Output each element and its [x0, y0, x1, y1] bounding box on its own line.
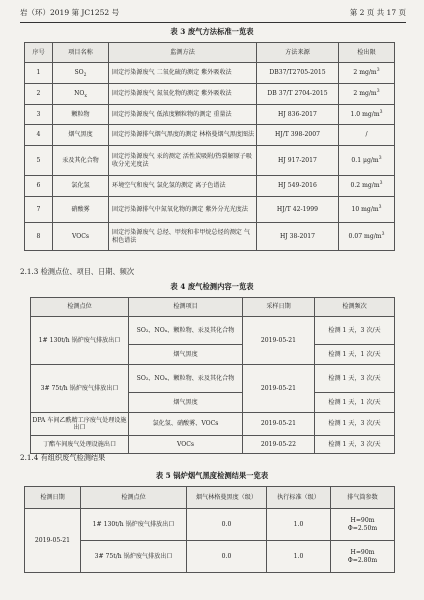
row-number: 8 [25, 223, 53, 251]
sampling-date: 2019-05-21 [243, 317, 315, 365]
item-name: $SO_2$ [53, 63, 109, 84]
table-header-row [31, 298, 395, 317]
standard-value: 1.0 [267, 509, 331, 541]
table-row [31, 436, 395, 454]
ringelmann-value: 0.0 [187, 541, 267, 573]
col-header: 监测方法 [109, 43, 257, 63]
table-row [25, 223, 395, 251]
detection-limit: 2 $mg/m^3$ [339, 84, 395, 105]
col-header: 项目名称 [53, 43, 109, 63]
section-heading-2-1-3: 2.1.3 检测点位、项目、日期、频次 [20, 267, 135, 276]
monitoring-frequency: 检测 1 天，1 次/天 [315, 345, 395, 365]
row-number: 3 [25, 105, 53, 125]
monitoring-items: VOCs [129, 436, 243, 454]
method-text: 固定污染源废气 汞的测定 活性炭吸附/热裂解原子吸收分光光度法 [109, 146, 257, 176]
method-text: 固定污染源废气 氮氧化物的测定 紫外吸收法 [109, 84, 257, 105]
item-name: 烟气黑度 [53, 125, 109, 146]
table4-caption: 表 4 废气检测内容一览表 [170, 282, 254, 291]
monitoring-site: 3# 75t/h 锅炉废气排放出口 [81, 541, 187, 573]
page-header [20, 6, 406, 20]
boiler-smoke-results-table [24, 486, 395, 573]
table-row [25, 105, 395, 125]
section-heading-2-1-4: 2.1.4 有组织废气检测结果 [20, 453, 106, 462]
monitoring-date: 2019-05-21 [25, 509, 81, 573]
col-header: 检测点位 [31, 298, 129, 317]
sampling-date: 2019-05-21 [243, 413, 315, 436]
monitoring-frequency: 检测 1 天，3 次/天 [315, 317, 395, 345]
table-row [25, 197, 395, 223]
detection-limit: 0.2 $mg/m^3$ [339, 176, 395, 197]
table5-caption: 表 5 锅炉烟气黑度检测结果一览表 [155, 471, 269, 480]
monitoring-items: 氯化氢、硝酸雾、VOCs [129, 413, 243, 436]
monitoring-site: 丁酯车间废气处理设施出口 [31, 436, 129, 454]
sampling-date: 2019-05-22 [243, 436, 315, 454]
method-source: HJ/T 398-2007 [257, 125, 339, 146]
method-source: HJ/T 42-1999 [257, 197, 339, 223]
table-row [31, 365, 395, 393]
col-header: 采样日期 [243, 298, 315, 317]
col-header: 检出限 [339, 43, 395, 63]
item-name: 颗粒物 [53, 105, 109, 125]
item-name: 氯化氢 [53, 176, 109, 197]
monitoring-frequency: 检测 1 天，3 次/天 [315, 413, 395, 436]
col-header: 排气筒参数 [331, 487, 395, 509]
item-name: 硝酸雾 [53, 197, 109, 223]
monitoring-site: 1# 130t/h 锅炉废气排放出口 [81, 509, 187, 541]
standard-value: 1.0 [267, 541, 331, 573]
stack-parameters [331, 509, 395, 541]
table-row [25, 146, 395, 176]
method-source: DB37/T2705-2015 [257, 63, 339, 84]
item-name: VOCs [53, 223, 109, 251]
sampling-date: 2019-05-21 [243, 365, 315, 413]
table-header-row [25, 487, 395, 509]
detection-limit: / [339, 125, 395, 146]
row-number: 2 [25, 84, 53, 105]
stack-height: H=90m [350, 549, 375, 557]
col-header: 序号 [25, 43, 53, 63]
method-source: HJ 917-2017 [257, 146, 339, 176]
method-text: 固定污染源排气烟气黑度的测定 林格曼烟气黑度图法 [109, 125, 257, 146]
col-header: 检测项目 [129, 298, 243, 317]
col-header: 执行标准（级） [267, 487, 331, 509]
method-text: 固定污染源废气 总烃、甲烷和非甲烷总烃的测定 气相色谱法 [109, 223, 257, 251]
col-header: 检测频次 [315, 298, 395, 317]
row-number: 6 [25, 176, 53, 197]
method-text: 环境空气和废气 氯化氢的测定 离子色谱法 [109, 176, 257, 197]
method-standards-table [24, 42, 395, 251]
method-source: HJ 836-2017 [257, 105, 339, 125]
table-row [25, 509, 395, 541]
monitoring-site: 3# 75t/h 锅炉废气排放出口 [31, 365, 129, 413]
monitoring-site: DPA 车间乙酰精工序废气处理设施出口 [31, 413, 129, 436]
table-row [25, 125, 395, 146]
detection-limit: 10 $mg/m^3$ [339, 197, 395, 223]
stack-diameter: Φ=2.80m [347, 556, 378, 564]
table3-caption: 表 3 废气方法标准一览表 [170, 27, 254, 36]
method-source: DB 37/T 2704-2015 [257, 84, 339, 105]
monitoring-frequency: 检测 1 天，3 次/天 [315, 365, 395, 393]
detection-limit: 1.0 $mg/m^3$ [339, 105, 395, 125]
table-row [25, 84, 395, 105]
method-source: HJ 38-2017 [257, 223, 339, 251]
col-header: 检测日期 [25, 487, 81, 509]
detection-limit: 0.07 $mg/m^3$ [339, 223, 395, 251]
stack-parameters [331, 541, 395, 573]
row-number: 4 [25, 125, 53, 146]
table-row [25, 176, 395, 197]
col-header: 烟气林格曼黑度（级） [187, 487, 267, 509]
monitoring-items: SO₂、NOₓ、颗粒物、汞及其化合物 [129, 365, 243, 393]
table-row [31, 413, 395, 436]
monitoring-frequency: 检测 1 天，1 次/天 [315, 393, 395, 413]
table-header-row [25, 43, 395, 63]
item-name: $NO_x$ [53, 84, 109, 105]
detection-limit: 2 $mg/m^3$ [339, 63, 395, 84]
report-number: 岩（环）2019 第 JC1252 号 [20, 8, 120, 17]
header-rule [20, 22, 406, 23]
col-header: 方法来源 [257, 43, 339, 63]
method-text: 固定污染源排气中氮氧化物的测定 紫外分光光度法 [109, 197, 257, 223]
row-number: 7 [25, 197, 53, 223]
row-number: 5 [25, 146, 53, 176]
ringelmann-value: 0.0 [187, 509, 267, 541]
method-source: HJ 549-2016 [257, 176, 339, 197]
item-name: 汞及其化合物 [53, 146, 109, 176]
table-row [25, 541, 395, 573]
monitoring-items: SO₂、NOₓ、颗粒物、汞及其化合物 [129, 317, 243, 345]
table-row [31, 317, 395, 345]
row-number: 1 [25, 63, 53, 84]
stack-height: H=90m [350, 517, 375, 525]
monitoring-site: 1# 130t/h 锅炉废气排放出口 [31, 317, 129, 365]
method-text: 固定污染源废气 二氧化硫的测定 紫外吸收法 [109, 63, 257, 84]
page-number: 第 2 页 共 17 页 [349, 8, 406, 17]
monitoring-frequency: 检测 1 天，3 次/天 [315, 436, 395, 454]
table-row [25, 63, 395, 84]
col-header: 检测点位 [81, 487, 187, 509]
monitoring-items: 烟气黑度 [129, 345, 243, 365]
detection-limit: 0.1 $\mu g/m^3$ [339, 146, 395, 176]
monitoring-items: 烟气黑度 [129, 393, 243, 413]
monitoring-content-table [30, 297, 395, 454]
stack-diameter: Φ=2.50m [347, 524, 378, 532]
method-text: 固定污染源废气 低浓度颗粒物的测定 重量法 [109, 105, 257, 125]
